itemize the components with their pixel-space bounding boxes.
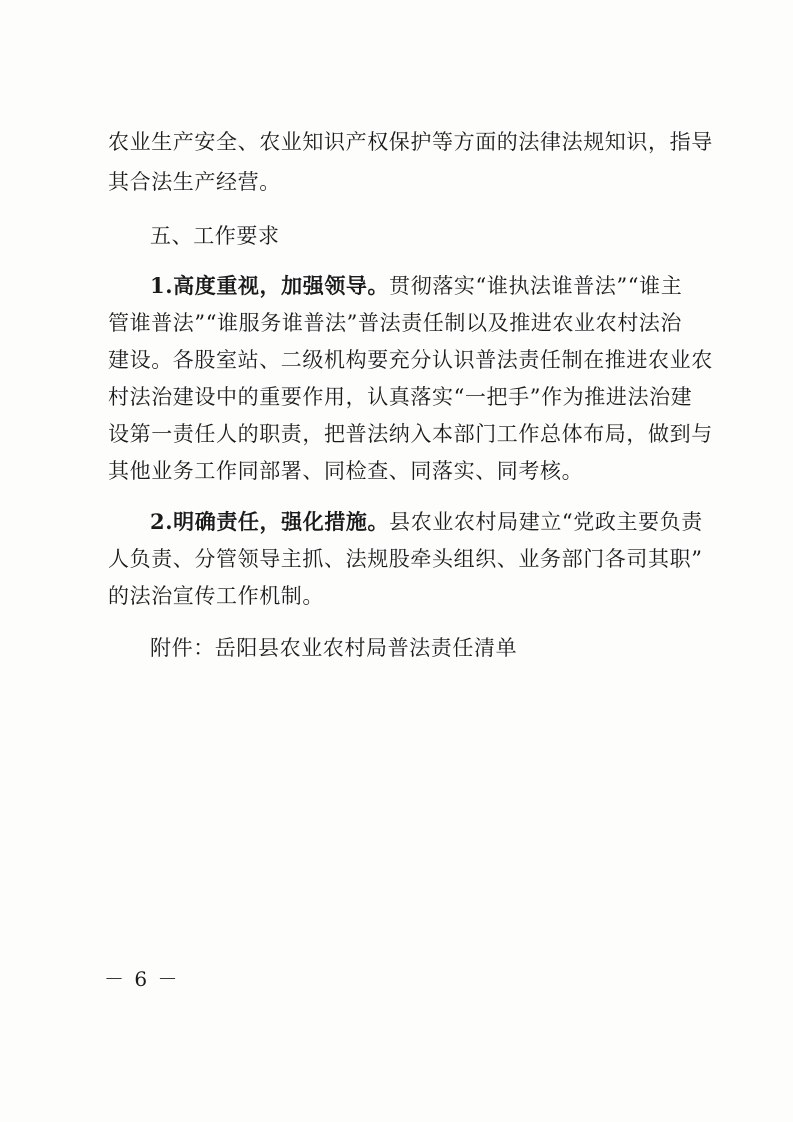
item-2-heading: 2.明确责任，强化措施。: [150, 509, 390, 534]
paragraph-line: 管谁普法”“谁服务谁普法”普法责任制以及推进农业农村法治: [108, 311, 683, 335]
paragraph-line: 人负责、分管领导主抓、法规股牵头组织、业务部门各司其职”: [108, 547, 703, 571]
item-2-text: 县农业农村局建立“党政主要负责: [389, 510, 703, 534]
item-2-line: [150, 508, 730, 536]
paragraph-line: 其合法生产经营。: [108, 170, 281, 194]
page-number: － 6 －: [104, 967, 180, 991]
paragraph-line: 农业生产安全、农业知识产权保护等方面的法律法规知识，指导: [108, 130, 713, 154]
attachment-note: 附件：岳阳县农业农村局普法责任清单: [150, 636, 518, 660]
paragraph-line: 村法治建设中的重要作用，认真落实“一把手”作为推进法治建: [108, 385, 693, 409]
section-heading: 五、工作要求: [150, 224, 280, 248]
paragraph-line: 的法治宣传工作机制。: [108, 584, 324, 608]
item-1-text: 贯彻落实“谁执法谁普法”“谁主: [389, 274, 683, 298]
item-1-line: [150, 272, 730, 300]
item-1-heading: 1.高度重视，加强领导。: [150, 273, 390, 298]
paragraph-line: 其他业务工作同部署、同检查、同落实、同考核。: [108, 459, 584, 483]
paragraph-line: 设第一责任人的职责，把普法纳入本部门工作总体布局，做到与: [108, 422, 713, 446]
paragraph-line: 建设。各股室站、二级机构要充分认识普法责任制在推进农业农: [108, 348, 713, 372]
